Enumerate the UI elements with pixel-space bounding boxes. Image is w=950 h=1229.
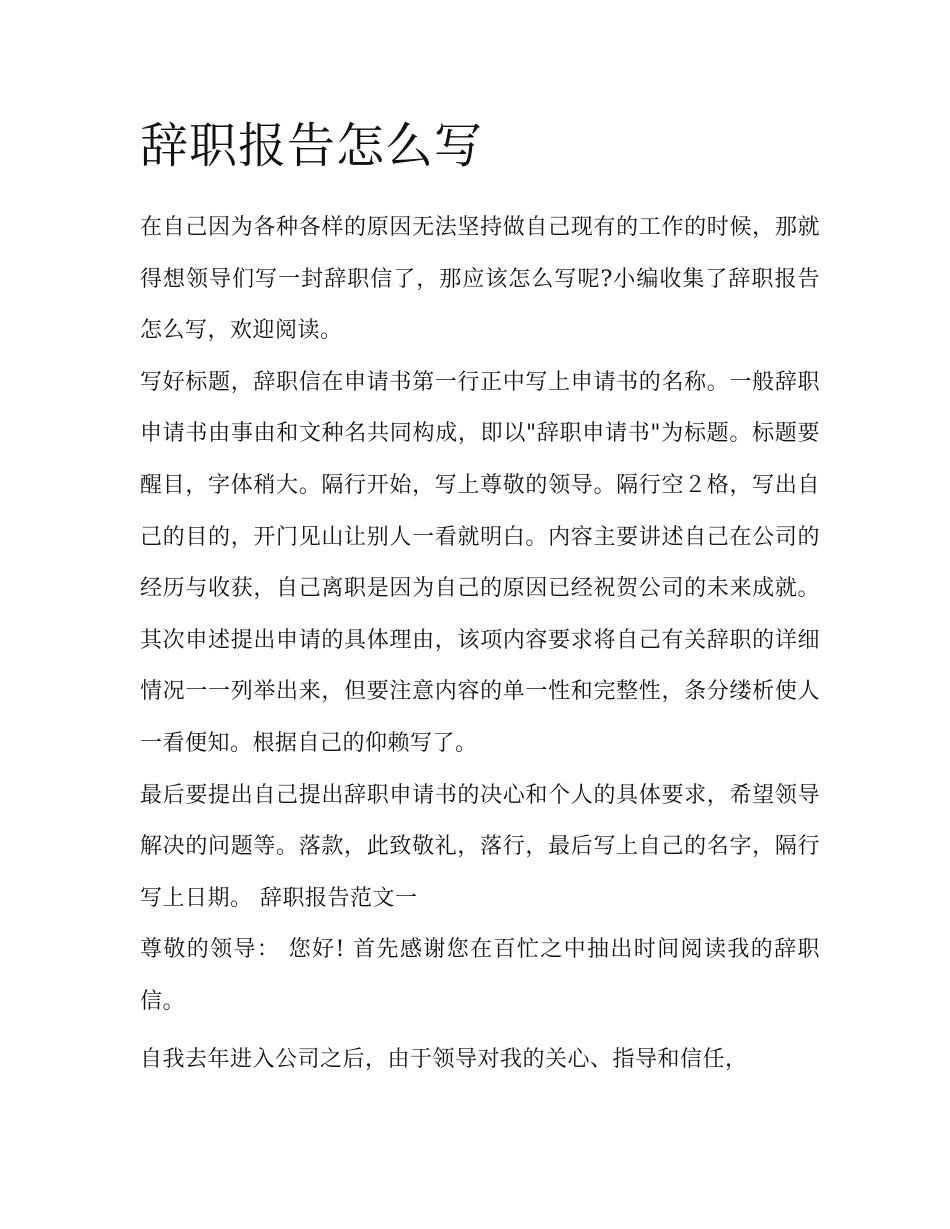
salutation-paragraph: 尊敬的领导： 您好! 首先感谢您在百忙之中抽出时间阅读我的辞职信。 (140, 937, 820, 1014)
document-title: 辞职报告怎么写 (140, 118, 484, 174)
closing-guidance-paragraph: 最后要提出自己提出辞职申请书的决心和个人的具体要求，希望领导解决的问题等。落款，此致敬礼，落行，最后写上自己的名字，隔行写上日期。 辞职报告范文一 (140, 782, 820, 911)
title-guidance-paragraph: 写好标题，辞职信在申请书第一行正中写上申请书的名称。一般辞职申请书由事由和文种名共同构成，即以"辞职申请书"为标题。标题要醒目，字体稍大。隔行开始，写上尊敬的领导。隔行空２格，写出自己的目的，开门见山让别人一看就明白。内容主要讲述自己在公司的经历与收获，自己离职是因为自己的原因已经祝贺公司的未来成就。其次申述提出申请的具体理由，该项内容要求将自己有关辞职的详细情况一一列举出来，但要注意内容的单一性和完整性，条分缕析使人一看便知。根据自己的仰赖写了。 (140, 369, 820, 756)
intro-paragraph: 在自己因为各种各样的原因无法坚持做自己现有的工作的时候，那就得想领导们写一封辞职信了，那应该怎么写呢?小编收集了辞职报告怎么写，欢迎阅读。 (140, 215, 820, 344)
body-paragraph: 自我去年进入公司之后，由于领导对我的关心、指导和信任， (140, 1046, 748, 1072)
document-page (140, 112, 820, 1085)
